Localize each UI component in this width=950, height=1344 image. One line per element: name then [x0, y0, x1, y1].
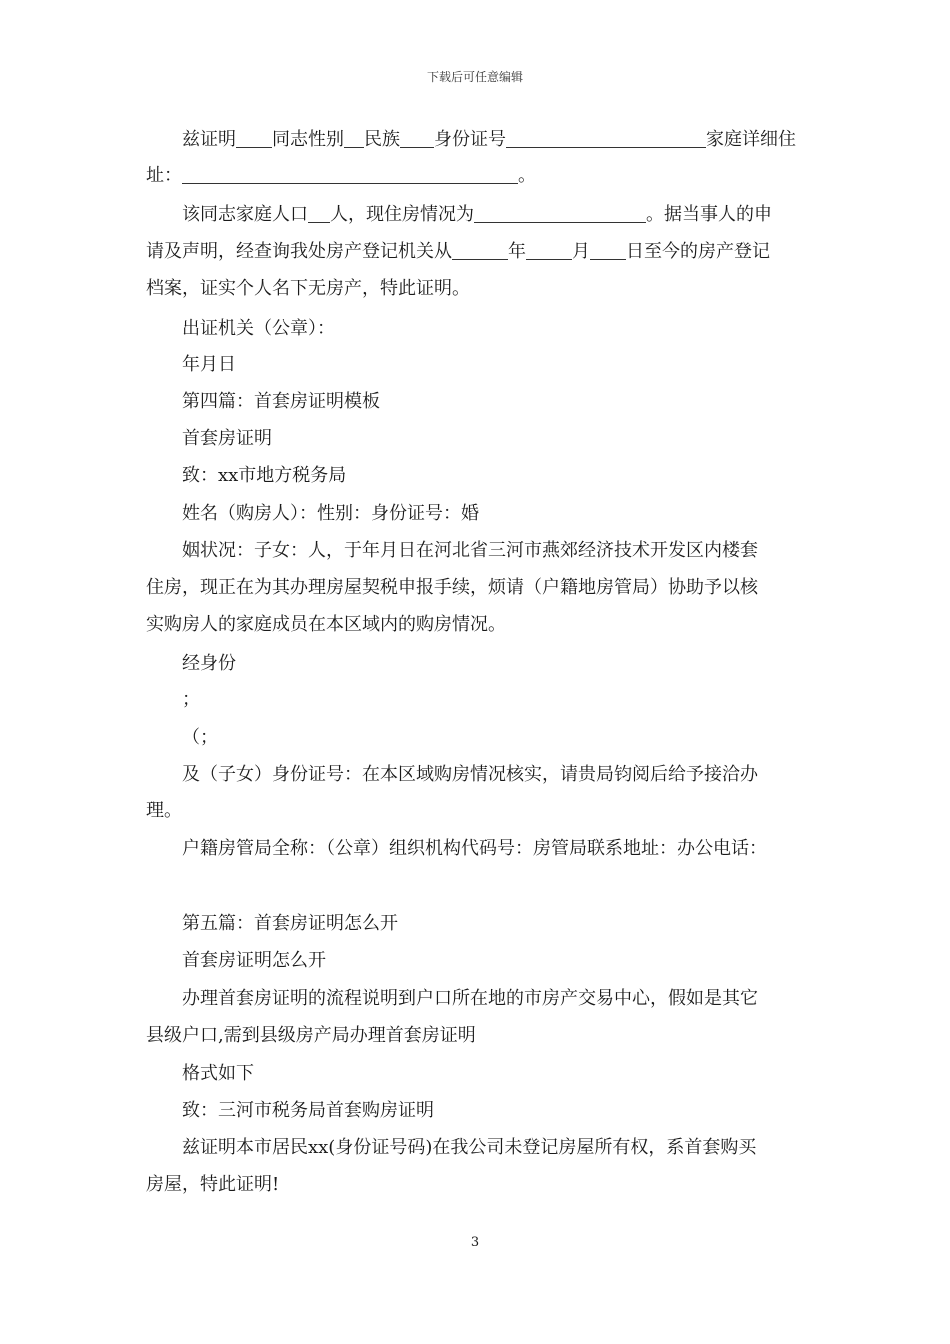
bureau-line: 户籍房管局全称：（公章）组织机构代码号：房管局联系地址：办公电话： [182, 838, 767, 859]
id-number-blank [506, 129, 706, 148]
text: 月 [572, 241, 590, 262]
chapter-4-subtitle: 首套房证明 [182, 428, 272, 449]
household-line-3: 档案，证实个人名下无房产，特此证明。 [146, 278, 470, 299]
certify-line-1 [182, 128, 796, 152]
verify-line: 经身份 [182, 653, 236, 674]
children-line-2: 理。 [146, 800, 182, 821]
page-header: 下载后可任意编辑 [426, 70, 523, 84]
year-blank [452, 241, 508, 260]
certificate-line-2: 房屋，特此证明! [146, 1174, 280, 1195]
month-blank [526, 241, 572, 260]
text: 身份证号 [434, 129, 506, 150]
text: 请及声明，经查询我处房产登记机关从 [146, 241, 452, 262]
issuer-line: 出证机关（公章）： [182, 318, 335, 339]
household-line-1 [182, 203, 772, 227]
paren-line: （； [182, 727, 218, 748]
certify-line-2 [146, 164, 536, 188]
text: 址： [146, 165, 182, 186]
chapter-5-title: 第五篇：首套房证明怎么开 [182, 913, 398, 934]
household-line-2 [146, 240, 770, 264]
process-line-1: 办理首套房证明的流程说明到户口所在地的市房产交易中心，假如是其它 [182, 988, 758, 1009]
semicolon-line: ； [182, 689, 200, 710]
to-tax-bureau: 致：xx市地方税务局 [182, 465, 347, 486]
text: 家庭详细住 [706, 129, 796, 150]
format-line: 格式如下 [182, 1063, 254, 1084]
text: 民族 [364, 129, 400, 150]
text: 同志性别 [272, 129, 344, 150]
marital-line-2: 住房，现正在为其办理房屋契税申报手续，烦请（户籍地房管局）协助予以核 [146, 577, 758, 598]
text: 。 [518, 165, 536, 186]
to-sanhe-line: 致：三河市税务局首套购房证明 [182, 1100, 434, 1121]
text: 日至今的房产登记 [626, 241, 770, 262]
day-blank [590, 241, 626, 260]
population-blank [308, 204, 330, 223]
process-line-2: 县级户口,需到县级房产局办理首套房证明 [146, 1025, 476, 1046]
gender-blank [344, 129, 364, 148]
text: 年 [508, 241, 526, 262]
name-line: 姓名（购房人）：性别：身份证号：婚 [182, 503, 479, 524]
marital-line-1: 姻状况：子女：人，于年月日在河北省三河市燕郊经济技术开发区内楼套 [182, 540, 758, 561]
text: 该同志家庭人口 [182, 204, 308, 225]
chapter-4-title: 第四篇：首套房证明模板 [182, 391, 380, 412]
certificate-line-1: 兹证明本市居民xx(身份证号码)在我公司未登记房屋所有权，系首套购买 [182, 1137, 757, 1158]
text: 人，现住房情况为 [330, 204, 474, 225]
text: 。据当事人的申 [646, 204, 772, 225]
date-line: 年月日 [182, 354, 236, 375]
marital-line-3: 实购房人的家庭成员在本区域内的购房情况。 [146, 614, 506, 635]
address-blank [182, 165, 518, 184]
housing-blank [474, 204, 646, 223]
page-number: 3 [470, 1235, 480, 1250]
text: 兹证明 [182, 129, 236, 150]
chapter-5-subtitle: 首套房证明怎么开 [182, 950, 326, 971]
ethnicity-blank [400, 129, 434, 148]
children-line-1: 及（子女）身份证号：在本区域购房情况核实，请贵局钧阅后给予接洽办 [182, 764, 758, 785]
name-blank [236, 129, 272, 148]
